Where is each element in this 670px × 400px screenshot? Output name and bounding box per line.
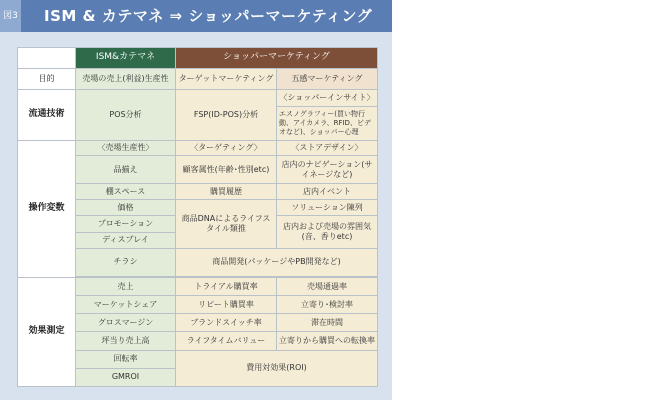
effect-store-item: 売場通過率 [277, 278, 378, 296]
effect-roi: 費用対効果(ROI) [176, 350, 378, 386]
effect-ism-item: 売上 [76, 278, 176, 296]
effect-target-item: ブランドスイッチ率 [176, 314, 277, 332]
operation-solution: ソリューション陳列 [277, 200, 378, 216]
operation-product-dev: 商品開発(パッケージやPB開発など) [176, 248, 378, 276]
section-distribution: 流通技術 [18, 90, 76, 140]
operation-purchase-history: 購買履歴 [176, 184, 277, 200]
effect-store-item: 立寄り･検討率 [277, 296, 378, 314]
purpose-ism: 売場の売上(利益)生産性 [76, 69, 176, 90]
store-design-header: 〈ストアデザイン〉 [277, 140, 378, 155]
ism-header: ISM&カテマネ [76, 48, 176, 69]
effect-store-item: 立寄りから購買への転換率 [277, 332, 378, 350]
operation-ism-item: チラシ [76, 248, 176, 276]
section-effect: 効果測定 [18, 278, 76, 387]
figure-header [0, 0, 392, 32]
figure-title: ISM & カテマネ ⇒ ショッパーマーケティング [44, 7, 373, 25]
purpose-target: ターゲットマーケティング [176, 69, 277, 90]
operation-ism-item: ディスプレイ [76, 232, 176, 248]
effect-ism-item: マーケットシェア [76, 296, 176, 314]
effect-ism-item: 回転率 [76, 350, 176, 368]
targeting-header: 〈ターゲティング〉 [176, 140, 277, 155]
figure-number: 図3 [0, 0, 21, 32]
effect-store-item: 滞在時間 [277, 314, 378, 332]
section-operation: 操作変数 [18, 140, 76, 277]
section-purpose: 目的 [18, 69, 76, 90]
insight-body: エスノグラフィー(買い物行動、アイカメラ、RFID、ビデオなど)、ショッパー心理 [277, 106, 378, 140]
operation-ism-item: 品揃え [76, 155, 176, 183]
operation-atmosphere: 店内および売場の雰囲気(音、香りetc) [277, 216, 378, 248]
comparison-table [17, 47, 378, 387]
operation-navigation: 店内のナビゲーション(サイネージなど) [277, 155, 378, 183]
shopper-header: ショッパーマーケティング [176, 48, 378, 69]
effect-target-item: リピート購買率 [176, 296, 277, 314]
operation-ism-item: プロモーション [76, 216, 176, 232]
operation-events: 店内イベント [277, 184, 378, 200]
operation-ism-item: 価格 [76, 200, 176, 216]
effect-target-item: ライフタイムバリュー [176, 332, 277, 350]
purpose-five-senses: 五感マーケティング [277, 69, 378, 90]
operation-product-dna: 商品DNAによるライフスタイル類推 [176, 200, 277, 248]
effect-ism-item: グロスマージン [76, 314, 176, 332]
operation-ism-item: 棚スペース [76, 184, 176, 200]
effect-ism-item: GMROI [76, 368, 176, 386]
insight-header: 〈ショッパーインサイト〉 [277, 90, 378, 106]
distribution-ism: POS分析 [76, 90, 176, 140]
distribution-fsp: FSP(ID-POS)分析 [176, 90, 277, 140]
corner-cell [18, 48, 76, 69]
operation-ism-item: 〈売場生産性〉 [76, 140, 176, 155]
effect-ism-item: 坪当り売上高 [76, 332, 176, 350]
operation-attributes: 顧客属性(年齢･性別etc) [176, 155, 277, 183]
effect-target-item: トライアル購買率 [176, 278, 277, 296]
